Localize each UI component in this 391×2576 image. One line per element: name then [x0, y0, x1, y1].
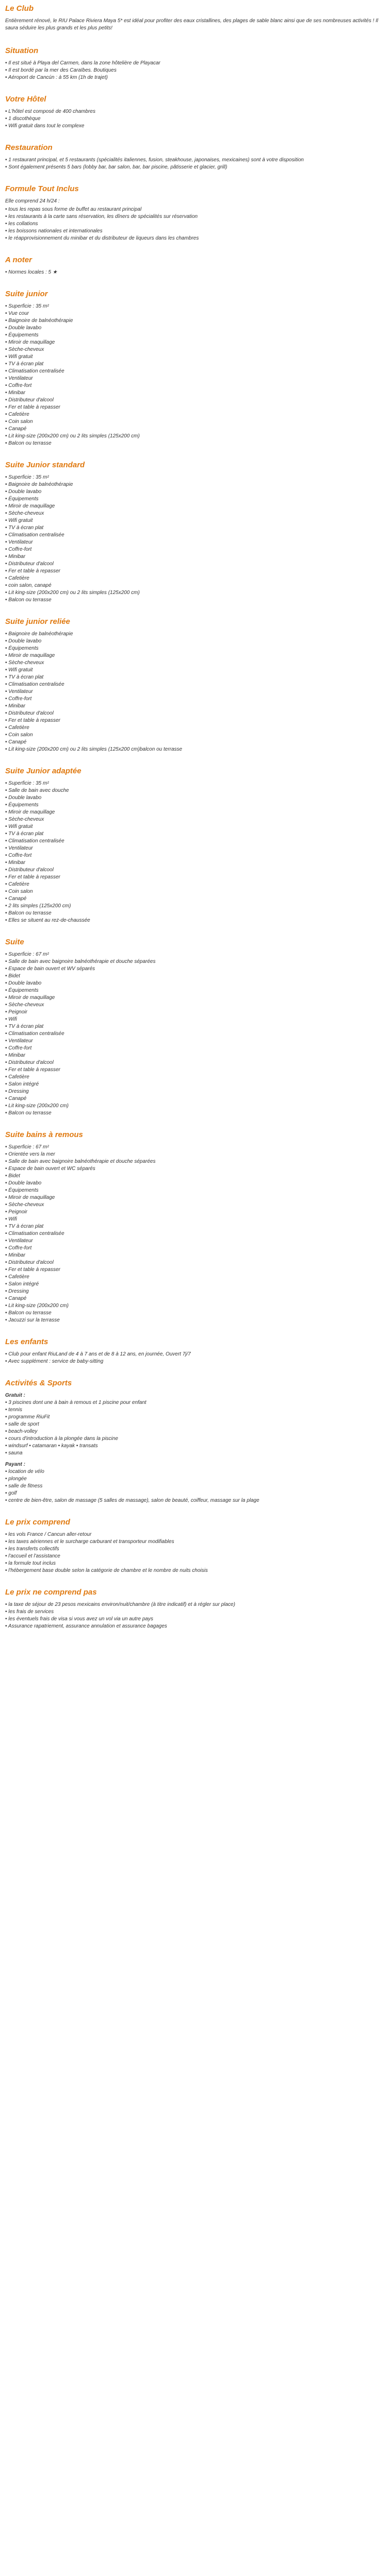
list-item: • plongée: [5, 1476, 386, 1483]
list-item: • Cafetière: [5, 1074, 386, 1081]
list-item: • TV à écran plat: [5, 1223, 386, 1230]
list-item: • Balcon ou terrasse: [5, 1110, 386, 1117]
list-item: • Miroir de maquillage: [5, 1194, 386, 1201]
list-item: • Climatisation centralisée: [5, 532, 386, 539]
list-item: • Ventilateur: [5, 1238, 386, 1245]
list-item: • Dressing: [5, 1088, 386, 1095]
list-item: • Wifi: [5, 1216, 386, 1223]
activites-gratuit-list: [5, 1399, 386, 1457]
list-item: • l'accueil et l'assistance: [5, 1553, 386, 1560]
list-item: • golf: [5, 1490, 386, 1497]
section-suite-junior-reliee: [5, 604, 386, 753]
list-item: • Bidet: [5, 973, 386, 980]
list-item: • Ventilateur: [5, 375, 386, 382]
list-item: • Salle de bain avec douche: [5, 787, 386, 794]
activites-title: Activités & Sports: [5, 1379, 72, 1387]
list-item: • Canapé: [5, 1095, 386, 1103]
list-item: • Distributeur d'alcool: [5, 561, 386, 568]
list-item: • Wifi gratuit dans tout le complexe: [5, 123, 386, 130]
votre-hotel-title: Votre Hôtel: [5, 95, 46, 104]
list-item: • la formule tout inclus: [5, 1560, 386, 1567]
restauration-list: [5, 157, 386, 171]
list-item: • Coffre-fort: [5, 1045, 386, 1052]
list-item: • Lit king-size (200x200 cm): [5, 1103, 386, 1110]
list-item: • Coffre-fort: [5, 696, 386, 703]
list-item: • coin salon, canapé: [5, 582, 386, 589]
list-item: • Dressing: [5, 1288, 386, 1295]
list-item: • les collations: [5, 221, 386, 228]
list-item: • Salon intégré: [5, 1081, 386, 1088]
list-item: • Vue cour: [5, 310, 386, 317]
activites-payant-label: Payant :: [5, 1462, 25, 1467]
list-item: • Fer et table à repasser: [5, 1066, 386, 1074]
activites-payant-list: [5, 1468, 386, 1504]
list-item: • Wifi: [5, 1016, 386, 1023]
list-item: • Fer et table à repasser: [5, 1266, 386, 1274]
list-item: • Minibar: [5, 389, 386, 397]
list-item: • Espace de bain ouvert et WV séparés: [5, 965, 386, 973]
list-item: • Ventilateur: [5, 845, 386, 852]
list-item: • Elles se situent au rez-de-chaussée: [5, 917, 386, 924]
situation-title: Situation: [5, 46, 39, 55]
list-item: • Minibar: [5, 1252, 386, 1259]
section-prix-comprend: [5, 1504, 386, 1574]
list-item: • Équipements: [5, 987, 386, 994]
a-noter-list: [5, 269, 386, 276]
list-item: • Équipements: [5, 1187, 386, 1194]
list-item: • Peignoir: [5, 1009, 386, 1016]
suite-junior-title: Suite junior: [5, 290, 48, 298]
list-item: • Superficie : 67 m²: [5, 1144, 386, 1151]
section-formule: [5, 171, 386, 242]
list-item: • Il est situé à Playa del Carmen, dans la zone hôtelière de Playacar: [5, 60, 386, 67]
list-item: • Ventilateur: [5, 539, 386, 546]
suite-junior-reliee-list: [5, 631, 386, 753]
suite-junior-adaptee-list: [5, 780, 386, 924]
section-enfants: [5, 1324, 386, 1365]
list-item: • Minibar: [5, 859, 386, 867]
list-item: • Lit king-size (200x200 cm): [5, 1302, 386, 1310]
list-item: • Distributeur d'alcool: [5, 867, 386, 874]
list-item: • Fer et table à repasser: [5, 717, 386, 724]
list-item: • windsurf • catamaran • kayak • transats: [5, 1443, 386, 1450]
situation-list: [5, 60, 386, 81]
votre-hotel-list: [5, 108, 386, 130]
formule-intro: Elle comprend 24 h/24 :: [5, 198, 60, 204]
list-item: • Wifi gratuit: [5, 353, 386, 361]
list-item: • TV à écran plat: [5, 1023, 386, 1030]
suite-junior-adaptee-title: Suite Junior adaptée: [5, 767, 82, 775]
list-item: • centre de bien-être, salon de massage (5 salles de massage), salon de beauté, coiffeur, massage sur la plage: [5, 1497, 386, 1504]
prix-comprend-list: [5, 1531, 386, 1574]
list-item: • les transferts collectifs: [5, 1546, 386, 1553]
prix-comprend-title: Le prix comprend: [5, 1518, 70, 1527]
section-votre-hotel: [5, 81, 386, 130]
list-item: • Orientée vers la mer: [5, 1151, 386, 1158]
list-item: • Coin salon: [5, 418, 386, 426]
list-item: • Fer et table à repasser: [5, 568, 386, 575]
list-item: • Minibar: [5, 703, 386, 710]
list-item: • Balcon ou terrasse: [5, 597, 386, 604]
prix-ne-comprend-title: Le prix ne comprend pas: [5, 1588, 97, 1597]
list-item: • Distributeur d'alcool: [5, 1259, 386, 1266]
list-item: • Miroir de maquillage: [5, 809, 386, 816]
list-item: • salle de fitness: [5, 1483, 386, 1490]
list-item: • Salle de bain avec baignoire balnéothérapie et douche séparées: [5, 1158, 386, 1165]
list-item: • Superficie : 35 m²: [5, 780, 386, 787]
list-item: • Balcon ou terrasse: [5, 1310, 386, 1317]
list-item: • les frais de services: [5, 1608, 386, 1616]
list-item: • Lit king-size (200x200 cm) ou 2 lits simples (125x200 cm): [5, 433, 386, 440]
list-item: • Miroir de maquillage: [5, 652, 386, 659]
section-suite-junior: [5, 276, 386, 447]
list-item: • Équipements: [5, 496, 386, 503]
list-item: • Sèche-cheveux: [5, 816, 386, 823]
list-item: • Cafetière: [5, 411, 386, 418]
list-item: • 2 lits simples (125x200 cm): [5, 903, 386, 910]
list-item: • Canapé: [5, 426, 386, 433]
suite-list: [5, 951, 386, 1117]
list-item: • Baignoire de balnéothérapie: [5, 631, 386, 638]
list-item: • 3 piscines dont une à bain à remous et 1 piscine pour enfant: [5, 1399, 386, 1406]
list-item: • Balcon ou terrasse: [5, 910, 386, 917]
list-item: • Lit king-size (200x200 cm) ou 2 lits simples (125x200 cm)balcon ou terrasse: [5, 746, 386, 753]
list-item: • Cafetière: [5, 881, 386, 888]
list-item: • Salon intégré: [5, 1281, 386, 1288]
list-item: • Minibar: [5, 1052, 386, 1059]
list-item: • Aéroport de Cancún : à 55 km (1h de trajet): [5, 74, 386, 81]
list-item: • Distributeur d'alcool: [5, 710, 386, 717]
list-item: • Cafetière: [5, 724, 386, 732]
list-item: • Espace de bain ouvert et WC séparés: [5, 1165, 386, 1173]
list-item: • Assurance rapatriement, assurance annulation et assurance bagages: [5, 1623, 386, 1630]
list-item: • salle de sport: [5, 1421, 386, 1428]
list-item: • les vols France / Cancun aller-retour: [5, 1531, 386, 1538]
section-situation: [5, 33, 386, 81]
enfants-list: [5, 1351, 386, 1365]
list-item: • le réapprovisionnement du minibar et du distributeur de liqueurs dans les chambres: [5, 235, 386, 242]
list-item: • cours d'introduction à la plongée dans la piscine: [5, 1435, 386, 1443]
formule-list: [5, 206, 386, 242]
list-item: • Sèche-cheveux: [5, 510, 386, 517]
list-item: • Double lavabo: [5, 794, 386, 802]
enfants-title: Les enfants: [5, 1337, 48, 1346]
list-item: • Climatisation centralisée: [5, 838, 386, 845]
list-item: • Ventilateur: [5, 1038, 386, 1045]
list-item: • Climatisation centralisée: [5, 368, 386, 375]
list-item: • Wifi gratuit: [5, 823, 386, 831]
list-item: • Climatisation centralisée: [5, 1030, 386, 1038]
list-item: • Équipements: [5, 645, 386, 652]
list-item: • Canapé: [5, 739, 386, 746]
list-item: • Sèche-cheveux: [5, 1002, 386, 1009]
section-prix-ne-comprend: [5, 1574, 386, 1630]
list-item: • Peignoir: [5, 1209, 386, 1216]
le-club-title: Le Club: [5, 4, 34, 13]
list-item: • Normes locales : 5 ★: [5, 269, 386, 276]
section-le-club: [5, 4, 386, 32]
list-item: • Minibar: [5, 553, 386, 561]
list-item: • l'hébergement base double selon la catégorie de chambre et le nombre de nuits choisis: [5, 1567, 386, 1574]
list-item: • Double lavabo: [5, 980, 386, 987]
prix-ne-comprend-list: [5, 1601, 386, 1630]
list-item: • Ventilateur: [5, 688, 386, 696]
list-item: • Coin salon: [5, 888, 386, 895]
list-item: • Wifi gratuit: [5, 667, 386, 674]
list-item: • Fer et table à repasser: [5, 404, 386, 411]
list-item: • Jacuzzi sur la terrasse: [5, 1317, 386, 1324]
list-item: • Équipements: [5, 332, 386, 339]
list-item: • la taxe de séjour de 23 pesos mexicains environ/nuit/chambre (à titre indicatif) et à régler sur place): [5, 1601, 386, 1608]
list-item: • Cafetière: [5, 1274, 386, 1281]
list-item: • Sèche-cheveux: [5, 659, 386, 667]
list-item: • location de vélo: [5, 1468, 386, 1476]
list-item: • Balcon ou terrasse: [5, 440, 386, 447]
list-item: • Canapé: [5, 1295, 386, 1302]
list-item: • Coffre-fort: [5, 546, 386, 553]
list-item: • Bidet: [5, 1173, 386, 1180]
list-item: • Salle de bain avec baignoire balnéothérapie et douche séparées: [5, 958, 386, 965]
section-restauration: [5, 130, 386, 171]
list-item: • Il est bordé par la mer des Caraïbes. Boutiques: [5, 67, 386, 74]
suite-junior-reliee-title: Suite junior reliée: [5, 617, 70, 626]
list-item: • Wifi gratuit: [5, 517, 386, 524]
section-activites: [5, 1365, 386, 1504]
list-item: • Climatisation centralisée: [5, 681, 386, 688]
list-item: • Avec supplément : service de baby-sitting: [5, 1358, 386, 1365]
section-suite-bains: [5, 1117, 386, 1324]
list-item: • Miroir de maquillage: [5, 503, 386, 510]
list-item: • Superficie : 67 m²: [5, 951, 386, 958]
activites-gratuit-label: Gratuit :: [5, 1393, 25, 1398]
list-item: • Fer et table à repasser: [5, 874, 386, 881]
list-item: • les éventuels frais de visa si vous avez un vol via un autre pays: [5, 1616, 386, 1623]
list-item: • les taxes aériennes et le surcharge carburant et transporteur modifiables: [5, 1538, 386, 1546]
le-club-intro: Entièrement rénové, le RIU Palace Riviera Maya 5* est idéal pour profiter des eaux cristallines, des plages de sable blanc ainsi que de ses nombreuses activités ! Il saura séduire les plus grands et les plus petits!: [5, 18, 379, 31]
list-item: • Coin salon: [5, 732, 386, 739]
list-item: • 1 restaurant principal, et 5 restaurants (spécialités italiennes, fusion, steakhouse, japonaises, mexicaines) sont à votre disposition: [5, 157, 386, 164]
list-item: • Coffre-fort: [5, 852, 386, 859]
list-item: • Sèche-cheveux: [5, 1201, 386, 1209]
suite-title: Suite: [5, 938, 24, 946]
list-item: • Sèche-cheveux: [5, 346, 386, 353]
list-item: • Miroir de maquillage: [5, 339, 386, 346]
list-item: • beach-volley: [5, 1428, 386, 1435]
list-item: • Superficie : 35 m²: [5, 303, 386, 310]
list-item: • Coffre-fort: [5, 1245, 386, 1252]
list-item: • Club pour enfant RiuLand de 4 à 7 ans et de 8 à 12 ans, en journée, Ouvert 7j/7: [5, 1351, 386, 1358]
section-suite: [5, 924, 386, 1117]
list-item: • tennis: [5, 1406, 386, 1414]
formule-title: Formule Tout Inclus: [5, 184, 79, 193]
list-item: • Distributeur d'alcool: [5, 397, 386, 404]
list-item: • Cafetière: [5, 575, 386, 582]
list-item: • Double lavabo: [5, 638, 386, 645]
list-item: • Coffre-fort: [5, 382, 386, 389]
list-item: • Climatisation centralisée: [5, 1230, 386, 1238]
list-item: • TV à écran plat: [5, 831, 386, 838]
section-a-noter: [5, 242, 386, 276]
list-item: • Miroir de maquillage: [5, 994, 386, 1002]
list-item: • TV à écran plat: [5, 361, 386, 368]
list-item: • les boissons nationales et internationales: [5, 228, 386, 235]
list-item: • Baignoire de balnéothérapie: [5, 481, 386, 488]
list-item: • Sont également présents 5 bars (lobby bar, bar salon, bar, bar piscine, pâtisserie et glacier, grill): [5, 164, 386, 171]
list-item: • TV à écran plat: [5, 674, 386, 681]
list-item: • les restaurants à la carte sans réservation, les dîners de spécialités sur réservation: [5, 213, 386, 221]
list-item: • tous les repas sous forme de buffet au restaurant principal: [5, 206, 386, 213]
list-item: • 1 discothèque: [5, 115, 386, 123]
list-item: • Superficie : 35 m²: [5, 474, 386, 481]
list-item: • Double lavabo: [5, 488, 386, 496]
suite-bains-title: Suite bains à remous: [5, 1130, 83, 1139]
section-suite-junior-standard: [5, 447, 386, 604]
list-item: • Double lavabo: [5, 325, 386, 332]
list-item: • Baignoire de balnéothérapie: [5, 317, 386, 325]
list-item: • TV à écran plat: [5, 524, 386, 532]
suite-junior-standard-list: [5, 474, 386, 604]
list-item: • Distributeur d'alcool: [5, 1059, 386, 1066]
suite-junior-list: [5, 303, 386, 447]
list-item: • L'hôtel est composé de 400 chambres: [5, 108, 386, 115]
list-item: • programme RiuFit: [5, 1414, 386, 1421]
a-noter-title: A noter: [5, 256, 32, 264]
list-item: • Lit king-size (200x200 cm) ou 2 lits simples (125x200 cm): [5, 589, 386, 597]
suite-junior-standard-title: Suite Junior standard: [5, 461, 85, 469]
restauration-title: Restauration: [5, 143, 53, 152]
list-item: • sauna: [5, 1450, 386, 1457]
list-item: • Équipements: [5, 802, 386, 809]
section-suite-junior-adaptee: [5, 753, 386, 924]
list-item: • Canapé: [5, 895, 386, 903]
suite-bains-list: [5, 1144, 386, 1324]
list-item: • Double lavabo: [5, 1180, 386, 1187]
